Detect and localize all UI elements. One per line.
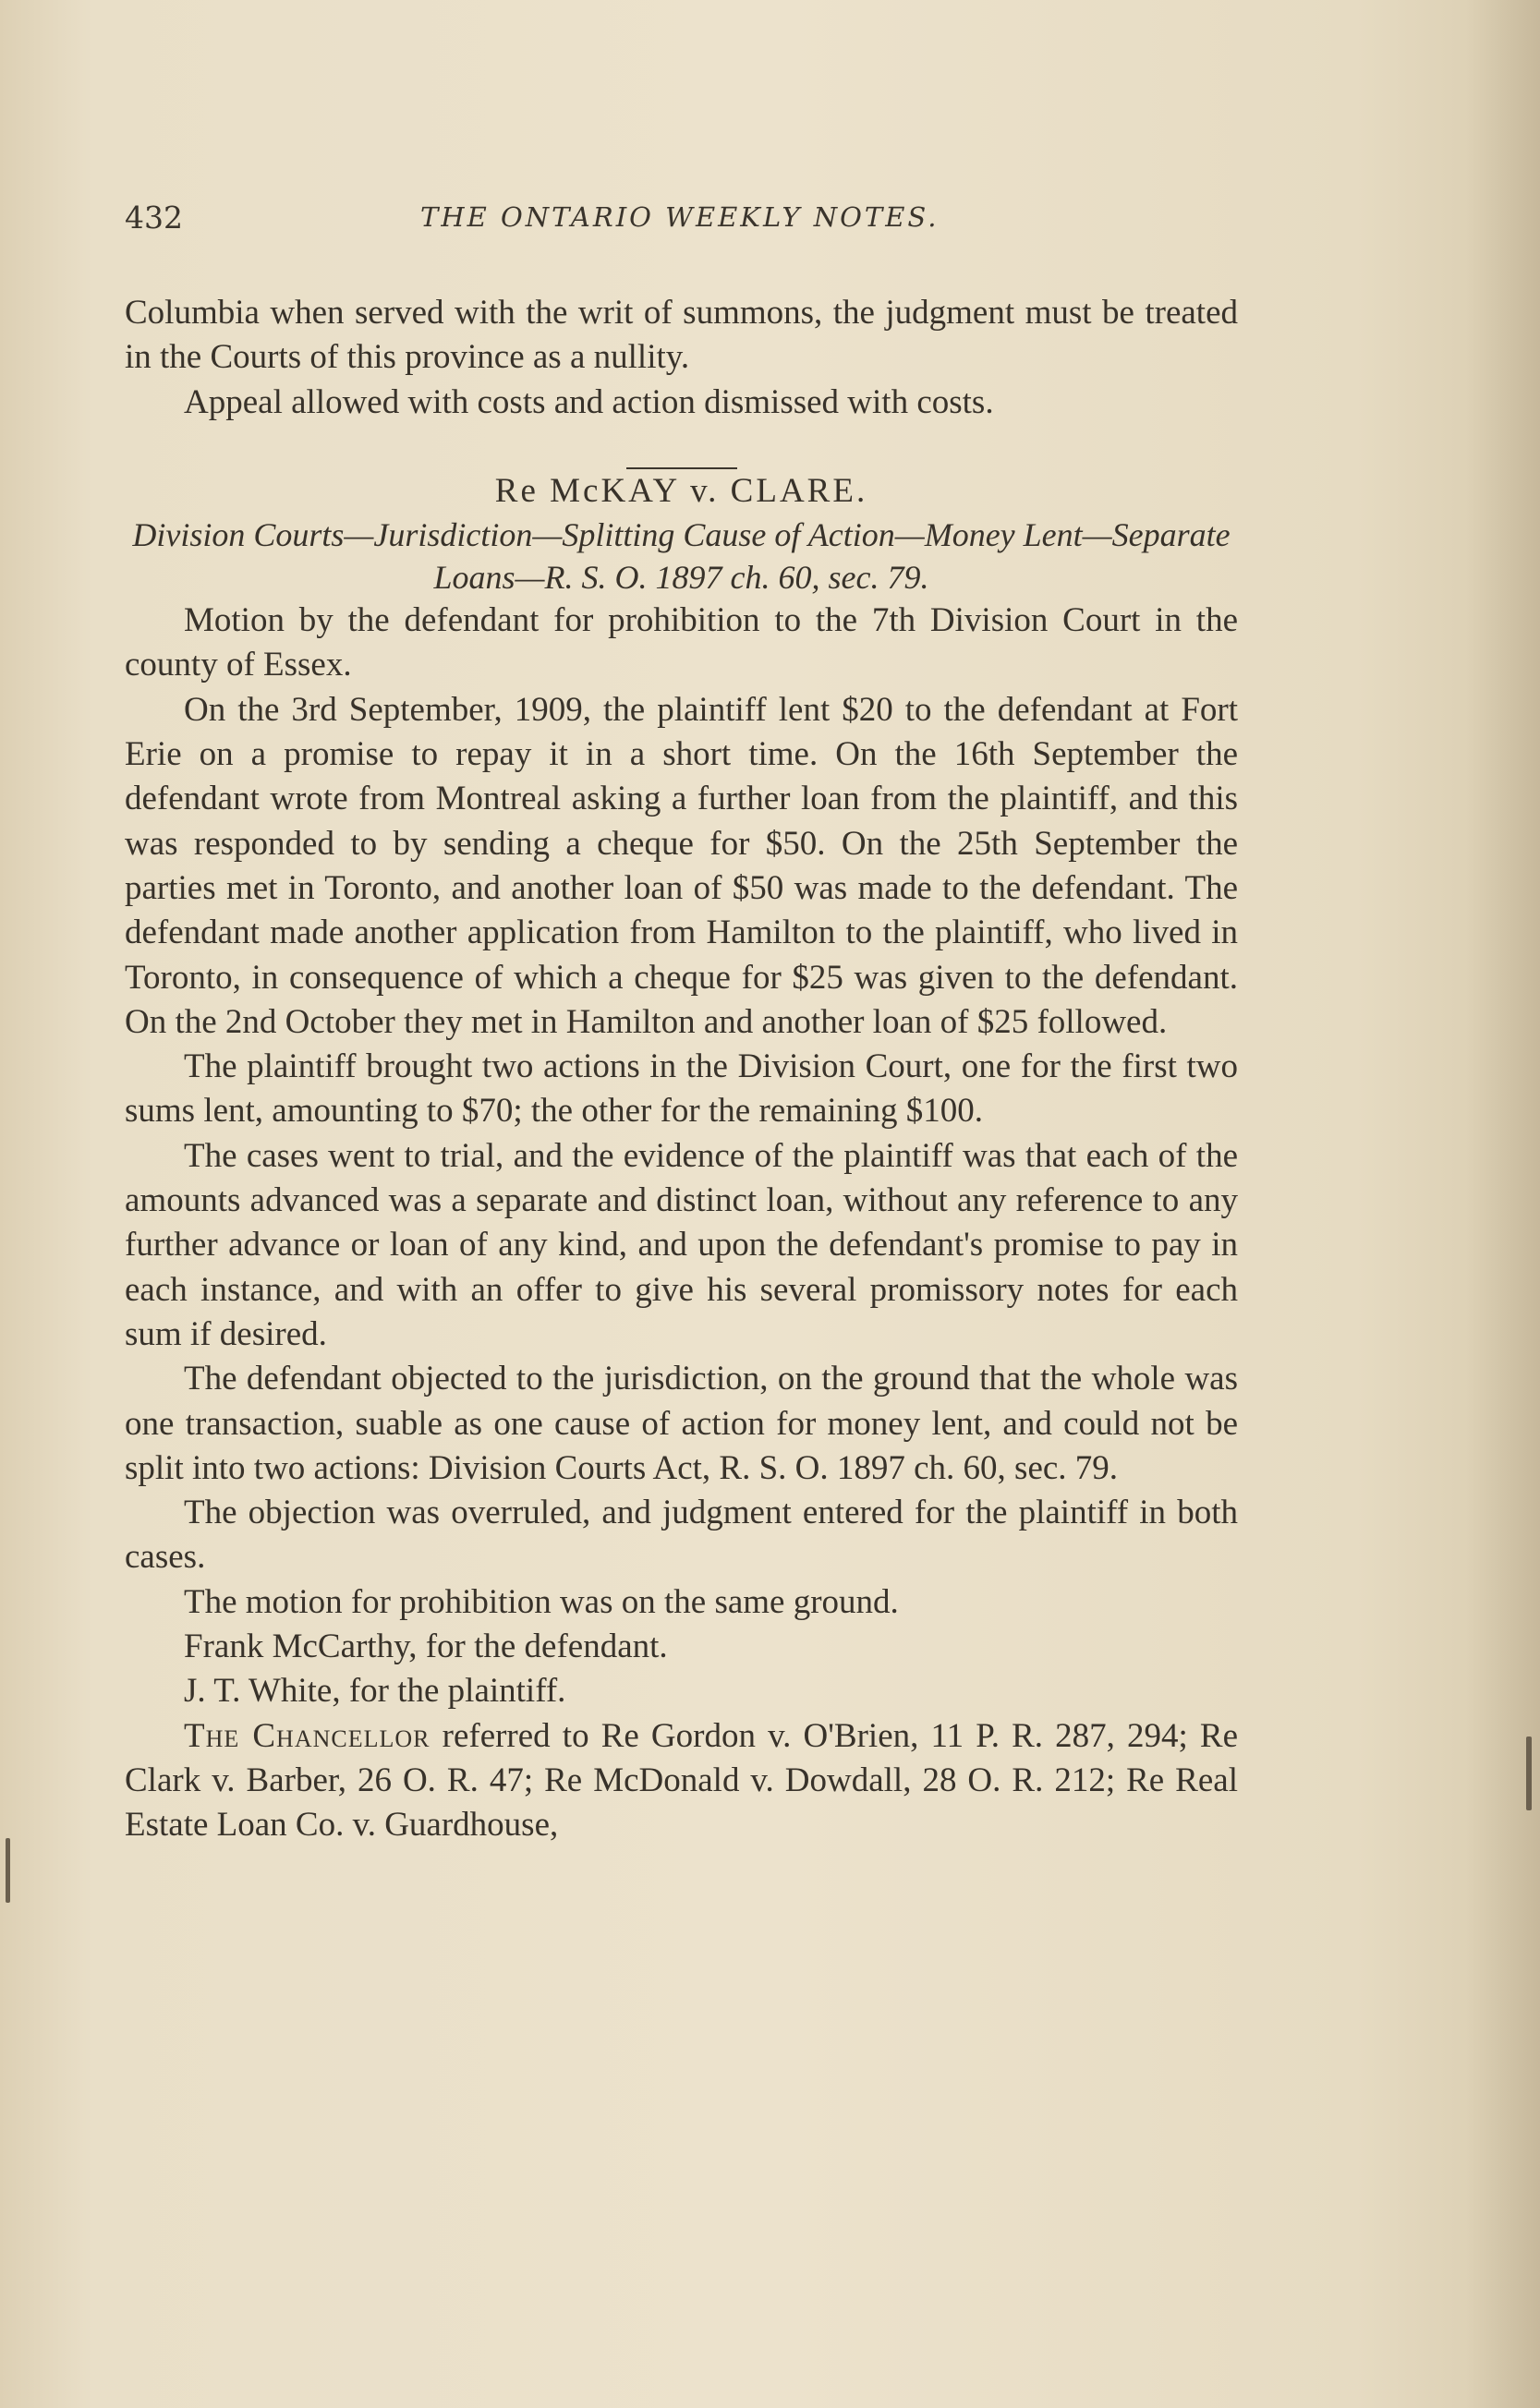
- paragraph-motion: Motion by the defendant for prohibition to the 7th Division Court in the county of Essex.: [125, 601, 1238, 684]
- paragraph-facts: On the 3rd September, 1909, the plaintiff lent $20 to the defendant at Fort Erie on a promise to repay it in a short time. On the 16th September the defendant wrote from Montreal asking a further loan from the plaintiff, and this was responded to by sending a cheque for $50. On the 25th September the parties met in Toronto, and another loan of $50 was made to the defendant. The defendant made another application from Hamilton to the plaintiff, who lived in Toronto, in consequence of which a cheque for $25 was given to the defendant. On the 2nd October they met in Hamilton and another loan of $25 followed.: [125, 690, 1238, 1041]
- paragraph-objection: The defendant objected to the jurisdiction, on the ground that the whole was one transaction, suable as one cause of action for money lent, and could not be split into two actions: Division Courts Act, R. S. O. 1897 ch. 60, sec. 79.: [125, 1360, 1238, 1487]
- page-body: [125, 291, 1238, 1848]
- margin-mark-left: [6, 1838, 10, 1903]
- counsel-defendant: Frank McCarthy, for the defendant.: [184, 1628, 668, 1666]
- page-header: [125, 200, 1233, 246]
- judgment-text: referred to Re Gordon v. O'Brien, 11 P. R. 287, 294; Re Clark v. Barber, 26 O. R. 47; Re McDonald v. Dowdall, 28 O. R. 212; Re Real Estate Loan Co. v. Guardhouse,: [125, 1716, 1239, 1845]
- page-edge-shadow: [1466, 0, 1540, 2408]
- case-title: Re McKAY v. CLARE.: [494, 471, 868, 510]
- prev-case-end: Columbia when served with the writ of summons, the judgment must be treated in the Courts of this province as a nullity.: [125, 294, 1238, 377]
- judge-name: The Chancellor: [184, 1716, 430, 1755]
- prev-case-disposition: Appeal allowed with costs and action dismissed with costs.: [184, 382, 994, 421]
- margin-mark-right: [1526, 1736, 1532, 1810]
- judgment-paragraph: [125, 1714, 1238, 1848]
- headnote: Division Courts—Jurisdiction—Splitting Cause of Action—Money Lent—Separate Loans—R. S. O. 1897 ch. 60, sec. 79.: [132, 516, 1231, 597]
- paragraph-prohibition-ground: The motion for prohibition was on the same ground.: [184, 1582, 899, 1621]
- page-number: 432: [125, 200, 183, 236]
- counsel-plaintiff: J. T. White, for the plaintiff.: [184, 1672, 566, 1711]
- paragraph-evidence: The cases went to trial, and the evidence of the plaintiff was that each of the amounts advanced was a separate and distinct loan, without any reference to any further advance or loan of any kind, and upon the defendant's promise to pay in each instance, and with an offer to give his several promissory notes for each sum if desired.: [125, 1136, 1238, 1353]
- running-head: THE ONTARIO WEEKLY NOTES.: [420, 201, 940, 233]
- paragraph-overruled: The objection was overruled, and judgment entered for the plaintiff in both cases.: [125, 1494, 1238, 1577]
- paragraph-actions: The plaintiff brought two actions in the Division Court, one for the first two sums lent, amounting to $70; the other for the remaining $100.: [125, 1047, 1238, 1131]
